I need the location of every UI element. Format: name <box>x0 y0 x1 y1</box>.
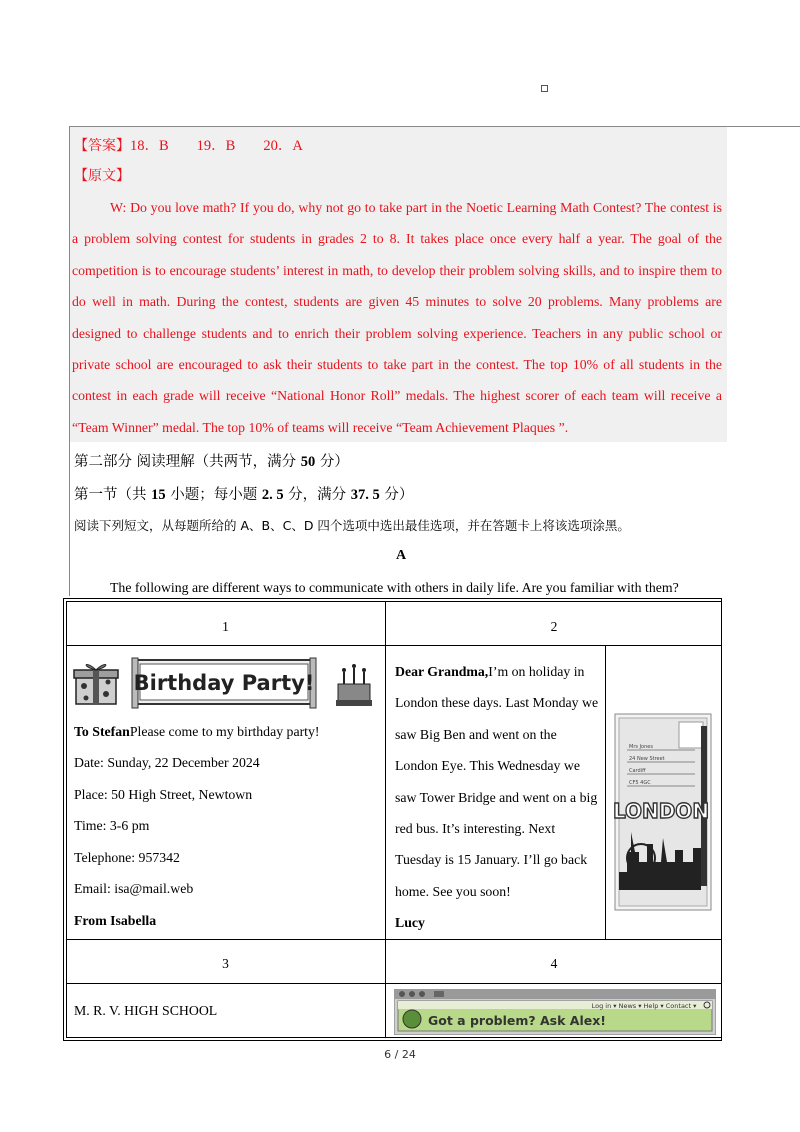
invite-place: Place: 50 High Street, Newtown <box>74 787 253 802</box>
svg-text:24 New Street: 24 New Street <box>629 756 665 762</box>
instruction: 阅读下列短文，从每题所给的 A、B、C、D 四个选项中选出最佳选项，并在答题卡上将该选项涂黑。 <box>74 518 630 533</box>
website-menu: Log in ▾ News ▾ Help ▾ Contact ▾ <box>591 1002 697 1010</box>
svg-text:Cardiff: Cardiff <box>629 768 646 774</box>
invite-from: From Isabella <box>74 913 157 928</box>
transcript <box>72 192 722 443</box>
invite-phone: Telephone: 957342 <box>74 850 180 865</box>
invite-time: Time: 3-6 pm <box>74 818 150 833</box>
postcard-greeting: Dear Grandma, <box>395 664 489 679</box>
answer-18: 18．B <box>130 138 169 154</box>
birthday-cake-icon <box>332 660 376 710</box>
invite-email: Email: isa@mail.web <box>74 881 194 896</box>
table-header-3: 3 <box>222 956 229 971</box>
part2-heading: 第二部分 阅读理解（共两节，满分 50 分） <box>74 454 349 470</box>
row-divider <box>66 645 722 646</box>
row-divider <box>66 939 722 940</box>
passage-intro: The following are different ways to communicate with others in daily life. Are you familiar with them? <box>110 580 679 595</box>
banner-text: Birthday Party! <box>133 671 315 695</box>
website-banner-image <box>394 989 716 1035</box>
column-divider <box>605 645 606 939</box>
svg-text:Mrs Jones: Mrs Jones <box>629 744 653 750</box>
passage-letter: A <box>396 548 407 563</box>
section1-heading: 第一节（共 15 小题；每小题 2. 5 分，满分 37. 5 分） <box>74 487 414 503</box>
gift-box-icon <box>72 660 120 706</box>
birthday-party-banner <box>128 654 320 714</box>
postcard-body: I’m on holiday in London these days. Last Monday we saw Big Ben and went on the London Eye. This Wednesday we saw Tower Bridge and went on a big red bus. It’s interesting. Next Tuesday is 15 January. I’ll go back home. See you soon! <box>395 664 599 899</box>
postcard-signature: Lucy <box>395 915 425 931</box>
column-divider <box>385 601 386 1038</box>
invite-date: Date: Sunday, 22 December 2024 <box>74 755 260 770</box>
table-header-4: 4 <box>550 956 558 971</box>
london-postcard-image <box>613 712 713 912</box>
postcard-london-word: LONDON <box>613 799 710 823</box>
row-divider <box>66 983 722 984</box>
transcript-text: W: Do you love math? If you do, why not go to take part in the Noetic Learning Math Contest? The contest is a problem solving contest for students in grades 2 to 8. It takes place once every half a year. The goal of the competition is to encourage students’ interest in math, to develop their problem solving skills, and to inspire them to do well in math. During the contest, students are given 45 minutes to solve 20 problems. Many problems are designed to challenge students and to enrich their problem solving experience. Teachers in any public school or private school are encouraged to ask their students to take part in the contest. The top 10% of all students in the contest in each grade will receive “National Honor Roll” medals. The highest scorer of each team will receive a “Team Winner” medal. The top 10% of teams will receive “Team Achievement Plaques ”. <box>72 200 722 435</box>
table-header-1: 1 <box>222 619 229 634</box>
table-header-2: 2 <box>550 619 558 634</box>
svg-text:CF5 4GC: CF5 4GC <box>629 780 651 786</box>
original-label: 【原文】 <box>74 168 130 184</box>
school-name: M. R. V. HIGH SCHOOL <box>74 1003 218 1018</box>
small-square-marker <box>541 85 548 92</box>
answer-line <box>74 134 303 155</box>
website-banner-text: Got a problem? Ask Alex! <box>428 1013 606 1028</box>
answer-20: 20．A <box>263 138 303 154</box>
postcard-text <box>395 656 600 939</box>
invite-to: To StefanPlease come to my birthday party! <box>74 724 320 739</box>
answer-19: 19．B <box>196 138 236 154</box>
answer-label: 【答案】 <box>74 138 130 154</box>
page-number: 6 / 24 <box>384 1048 416 1061</box>
